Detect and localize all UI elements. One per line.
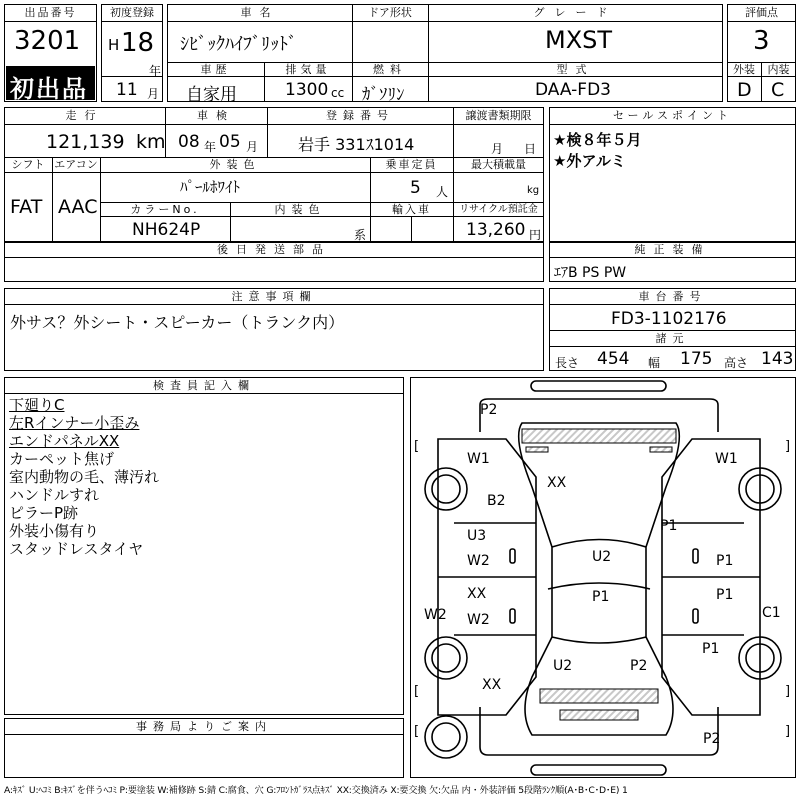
- shift-label: シフト: [11, 158, 45, 171]
- width-value: 175: [680, 349, 713, 369]
- caution-label: 注意事項欄: [231, 290, 317, 303]
- mileage-unit: km: [136, 131, 166, 153]
- interior-color-unit: 系: [354, 228, 367, 242]
- mark-right-rear-fender: P1: [702, 641, 720, 657]
- inspector-line-2: 左Rインナー小歪み: [9, 414, 140, 432]
- shift-value: FAT: [10, 196, 43, 218]
- inspector-line-3: エンドパネルXX: [9, 432, 120, 450]
- mark-left-front-fender: W1: [467, 451, 490, 467]
- lot-number-label: 出品番号: [24, 6, 77, 19]
- capacity-label: 乗車定員: [385, 158, 438, 171]
- inspection-month-unit: 月: [246, 140, 259, 154]
- headlight-right-hatch: [650, 447, 672, 452]
- rear-window-line: [552, 637, 646, 643]
- front-bumper: [531, 381, 666, 391]
- front-panel: [480, 399, 718, 432]
- length-label: 長さ: [555, 356, 580, 370]
- max-load-label: 最大積載量: [471, 158, 526, 171]
- genuine-equipment-label: 純正装備: [634, 243, 711, 256]
- bracket-4: ]: [785, 684, 791, 699]
- main-body: [519, 423, 680, 735]
- inspection-label: 車検: [197, 109, 235, 122]
- first-registration-label: 初度登録: [110, 6, 154, 19]
- inspector-notes: [9, 396, 159, 558]
- exterior-color-label: 外装色: [209, 158, 261, 171]
- model-value: DAA-FD3: [535, 80, 611, 100]
- mark-hood: XX: [547, 475, 567, 491]
- legend: A:ｷｽﾞ U:ﾍｺﾐ B:ｷｽﾞを伴うﾍｺﾐ P:要塗装 W:補修跡 S:錆 C:腐食、穴 G:ﾌﾛﾝﾄｶﾞﾗｽ点ｷｽﾞ XX:交換済み X:要交換 欠:欠品 内・外装評価 5段階ﾗﾝｸ順(A･B･C･D･E) 1: [4, 785, 628, 796]
- ext-grade-value: D: [737, 79, 752, 101]
- mark-left-front-door-2: W2: [467, 553, 490, 569]
- mileage-value: 121,139: [46, 131, 125, 153]
- first-reg-month: 11: [116, 80, 138, 100]
- int-grade-value: C: [771, 79, 785, 101]
- color-no-label: カラーNo.: [130, 203, 200, 216]
- fuel-label: 燃料: [373, 63, 407, 76]
- ext-grade-label: 外装: [733, 63, 755, 76]
- wheel-front-left-inner: [432, 475, 460, 503]
- mark-left-rear-panel: XX: [482, 677, 502, 693]
- bracket-3: [: [414, 684, 420, 699]
- rear-plate-hatch: [560, 710, 638, 720]
- handle-lf: [510, 549, 515, 563]
- transfer-month-unit: 月: [491, 142, 504, 156]
- specs-label: 諸元: [655, 332, 690, 345]
- int-grade-label: 内装: [767, 63, 790, 76]
- capacity-value: 5: [410, 178, 421, 198]
- history-value: 自家用: [186, 85, 237, 105]
- score-label: 評価点: [745, 6, 778, 19]
- registration-value: 岩手 331ｽ1014: [298, 135, 415, 154]
- interior-color-label: 内装色: [274, 203, 326, 216]
- inspection-month: 05: [219, 132, 241, 152]
- mark-right-pillar: P1: [660, 518, 678, 534]
- mark-rear-panel: P2: [703, 731, 721, 747]
- wheel-rear-left-inner: [432, 644, 460, 672]
- width-label: 幅: [648, 356, 661, 370]
- inspection-year: 08: [178, 132, 200, 152]
- mark-right-front-door: P1: [716, 553, 734, 569]
- mark-right-quarter: C1: [762, 605, 781, 621]
- bracket-1: [: [414, 439, 420, 454]
- first-listing-text: 初出品: [10, 75, 88, 103]
- later-parts-label: 後日発送部品: [217, 243, 331, 256]
- sales-point-label: セールスポイント: [612, 109, 732, 122]
- mark-roof-front: U2: [592, 549, 612, 565]
- handle-rr: [693, 609, 698, 623]
- car-name: ｼﾋﾞｯｸﾊｲﾌﾞﾘｯﾄﾞ: [180, 34, 297, 55]
- mark-left-rear-door-2: W2: [467, 612, 490, 628]
- first-reg-month-unit: 月: [147, 87, 160, 101]
- front-grille-hatch: [522, 429, 676, 443]
- history-label: 車歴: [200, 63, 231, 76]
- max-load-unit: kg: [527, 185, 540, 196]
- import-label: 輸入車: [392, 203, 431, 216]
- car-name-label: 車名: [240, 6, 279, 19]
- sales-point-box: [549, 107, 796, 242]
- inspection-year-unit: 年: [204, 140, 217, 154]
- grade-label: グレード: [533, 6, 618, 19]
- mark-trunk-right: P2: [630, 658, 648, 674]
- mark-front-panel: P2: [480, 402, 498, 418]
- displacement-unit: cc: [331, 86, 345, 100]
- transfer-label: 譲渡書類期限: [465, 109, 532, 122]
- inspector-line-4: カーペット焦げ: [9, 450, 115, 468]
- first-reg-era: H: [108, 36, 120, 54]
- mark-trunk-left: U2: [553, 658, 573, 674]
- headlight-left-hatch: [526, 447, 548, 452]
- first-reg-year-unit: 年: [149, 64, 162, 78]
- mark-right-rear-door: P1: [716, 587, 734, 603]
- bracket-5: [: [414, 724, 420, 739]
- chassis-label: 車台番号: [638, 290, 707, 303]
- mark-left-quarter: W2: [424, 607, 447, 623]
- mark-left-front-door-1: U3: [467, 528, 487, 544]
- inspector-line-8: 外装小傷有り: [9, 522, 100, 540]
- mark-left-rear-door-1: XX: [467, 586, 487, 602]
- fuel-value: ｶﾞｿﾘﾝ: [362, 85, 405, 105]
- office-label: 事務局よりご案内: [136, 720, 272, 733]
- displacement-value: 1300: [285, 80, 329, 100]
- windshield-line: [552, 540, 646, 548]
- mark-left-fender: B2: [487, 493, 506, 509]
- door-label: ドア形状: [368, 6, 412, 19]
- recycle-value: 13,260: [466, 220, 526, 240]
- recycle-label: リサイクル預託金: [459, 204, 538, 215]
- handle-lr: [510, 609, 515, 623]
- capacity-unit: 人: [436, 185, 449, 199]
- caution-value: 外サス？外シート・スピーカー（トランク内）: [10, 313, 345, 332]
- height-label: 高さ: [724, 356, 749, 370]
- grade-value: MXST: [545, 26, 613, 54]
- displacement-label: 排気量: [285, 63, 331, 76]
- registration-label: 登録番号: [326, 109, 394, 122]
- genuine-equipment-value: ｴｱB PS PW: [554, 265, 627, 281]
- bracket-6: ]: [785, 724, 791, 739]
- inspector-line-6: ハンドルすれ: [9, 486, 100, 504]
- inspector-line-1: 下廻りC: [9, 396, 65, 414]
- sales-point-line-2: ★外アルミ: [553, 152, 626, 170]
- handle-rf: [693, 549, 698, 563]
- chassis-value: FD3-1102176: [611, 309, 727, 329]
- mileage-label: 走行: [65, 109, 104, 122]
- sales-point-line-1: ★検８年５月: [553, 131, 642, 149]
- score-value: 3: [753, 26, 770, 56]
- exterior-color-value: ﾊﾟｰﾙﾎﾜｲﾄ: [180, 178, 241, 196]
- recycle-unit: 円: [529, 228, 542, 242]
- height-value: 143: [761, 349, 794, 369]
- mark-right-front-fender: W1: [715, 451, 738, 467]
- mark-roof-rear: P1: [592, 589, 610, 605]
- aircon-label: エアコン: [54, 158, 98, 171]
- rear-trim-hatch: [540, 689, 658, 703]
- aircon-value: AAC: [58, 196, 98, 218]
- first-reg-year: 18: [121, 28, 155, 58]
- inspector-label: 検査員記入欄: [153, 379, 255, 392]
- color-no-value: NH624P: [132, 220, 201, 240]
- inspector-line-7: ピラーP跡: [9, 504, 79, 522]
- model-label: 型式: [556, 63, 595, 76]
- inspector-line-9: スタッドレスタイヤ: [9, 540, 144, 558]
- spare-wheel-inner: [432, 723, 460, 751]
- length-value: 454: [597, 349, 630, 369]
- transfer-day-unit: 日: [524, 142, 537, 156]
- inspector-line-5: 室内動物の毛、薄汚れ: [9, 468, 160, 486]
- car-diagram: [410, 377, 796, 778]
- rear-bumper: [531, 765, 666, 775]
- lot-number: 3201: [14, 26, 81, 56]
- hatched-trims: [522, 429, 676, 720]
- bracket-2: ]: [785, 439, 791, 454]
- details-box: [4, 107, 544, 242]
